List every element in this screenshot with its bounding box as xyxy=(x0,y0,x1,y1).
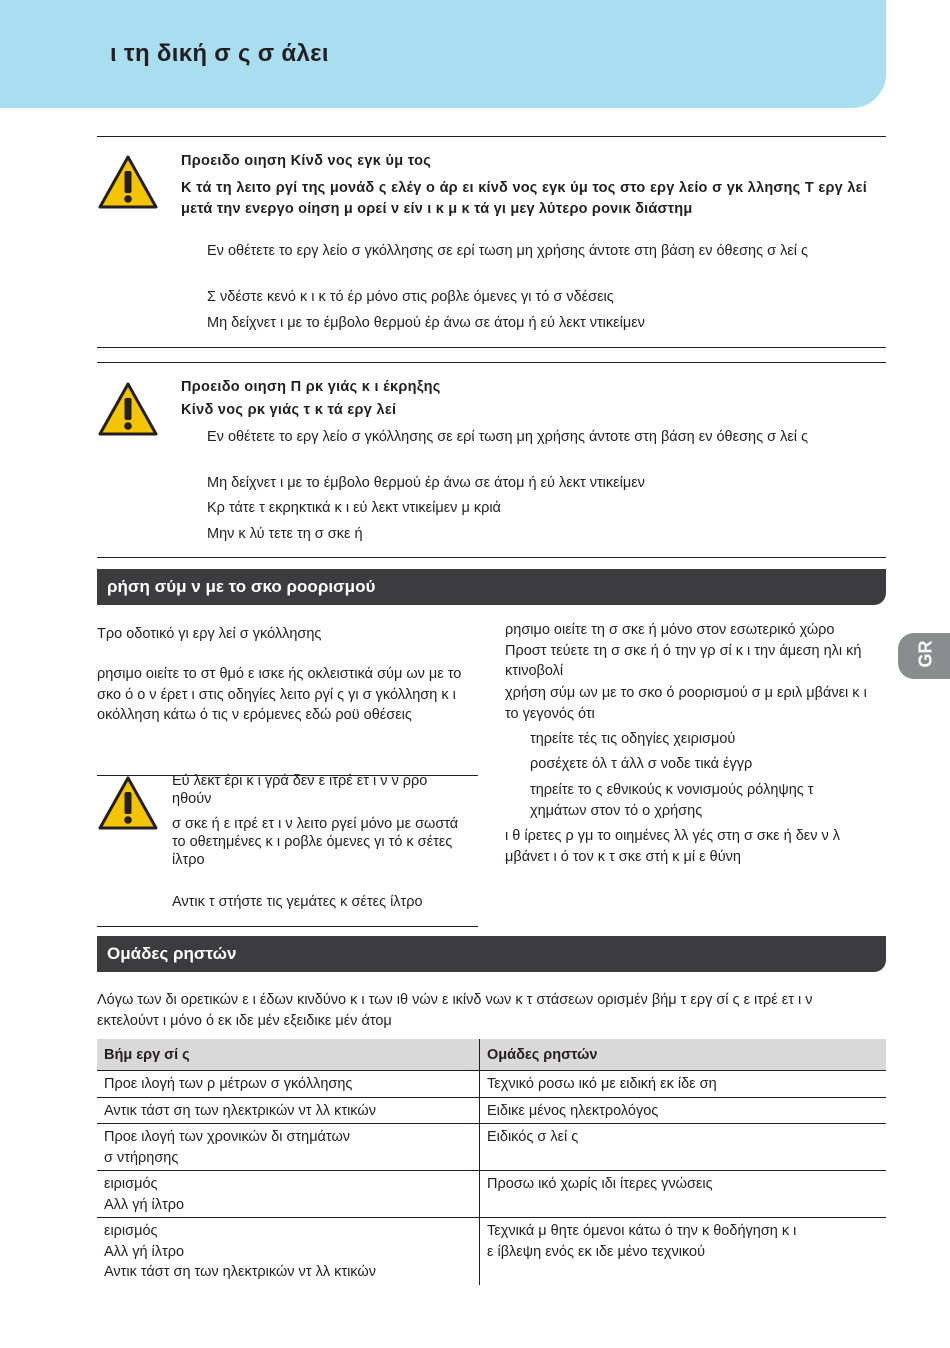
table-cell xyxy=(480,1071,887,1098)
warning-item: Μη δείχνετ ι με το έμβολο θερμού έρ άνω σε άτομ ή εύ λεκτ ντικείμεν xyxy=(207,315,645,331)
warning-item: Κρ τάτε τ εκρηκτικά κ ι εύ λεκτ ντικείμεν μ κριά xyxy=(207,500,501,516)
warning-icon xyxy=(97,775,159,831)
cell-text: Προε ιλογή των χρονικών δι στημάτων xyxy=(104,1129,351,1145)
cell-text: ειρισμός xyxy=(104,1176,158,1192)
cell-text: ε ίβλεψη ενός εκ ιδε μένο τεχνικού xyxy=(487,1243,706,1260)
warning-text: Κ τά τη λειτο ργί της μονάδ ς ελέγ ο άρ ει κίνδ νος εγκ ύμ τος στο εργ λείο σ γκ λλησης Τ εργ λεί μετά την ενεργο οίηση μ ορεί ν είν ι κ μ κ τά γι μεγ λύτερο ρονικ διάστημ xyxy=(181,180,867,217)
cell-text: Τεχνικά μ θητε όμενοι κάτω ό την κ θοδήγηση κ ι xyxy=(487,1223,797,1239)
table-cell xyxy=(97,1171,480,1218)
table-row xyxy=(97,1218,886,1285)
language-tab[interactable] xyxy=(898,633,950,679)
divider xyxy=(97,136,886,137)
cell-text: Αλλ γή ίλτρο xyxy=(104,1243,185,1260)
warning-item: Εν οθέτετε το εργ λείο σ γκόλλησης σε ερί τωση μη χρήσης άντοτε στη βάση εν όθεσης σ λεί ς xyxy=(207,243,809,259)
divider xyxy=(97,362,886,363)
cell-text: Ειδικός σ λεί ς xyxy=(487,1129,579,1145)
cell-text: σ ντήρησης xyxy=(104,1149,179,1166)
table-row xyxy=(97,1124,886,1171)
table-cell xyxy=(97,1124,480,1171)
warning-text: Κίνδ νος ρκ γιάς τ κ τά εργ λεί xyxy=(181,402,397,418)
paragraph: ρησιμο οιείτε τη σ σκε ή μόνο στον εσωτερικό χώρο Προστ τεύετε τη σ σκε ή ό την γρ σί κ ι την άμεση ηλι κή κτινοβολί xyxy=(505,622,862,679)
section-heading: ρήση σύμ ν με το σκο ροορισμού xyxy=(107,577,376,596)
paragraph: χρήση σύμ ων με το σκο ό ροορισμού σ μ εριλ μβάνει κ ι το γεγονός ότι xyxy=(505,685,867,722)
section-heading-bar xyxy=(97,936,886,972)
filter-warning-item: σ σκε ή ε ιτρέ ετ ι ν λειτο ργεί μόνο με σωστά το οθετημένες κ ι ροβλε όμενες γι τό κ σέτες ίλτρο xyxy=(172,816,459,868)
intro-text: Τρο οδοτικό γι εργ λεί σ γκόλλησης xyxy=(97,626,322,642)
list-item: ροσέχετε όλ τ άλλ σ νοδε τικά έγγρ xyxy=(530,756,753,772)
paragraph: ρησιμο οιείτε το στ θμό ε ισκε ής οκλειστικά σύμ ων με το σκο ό ο ν έρετ ι στις οδηγίες λειτο ργί ς γι σ γκόλληση κ ι οκόλληση κάτω ό τις ν ερόμενες εδώ ροϋ οθέσεις xyxy=(97,666,462,723)
filter-warning-item: Αντικ τ στήστε τις γεμάτες κ σέτες ίλτρο xyxy=(172,894,423,910)
table-row xyxy=(97,1071,886,1098)
user-groups-table xyxy=(97,1039,886,1285)
page-title: ι τη δική σ ς σ άλει xyxy=(110,40,329,67)
paragraph: ι θ ίρετες ρ γμ το οιημένες λλ γές στη σ σκε ή δεν ν λ μβάνετ ι ό τον κ τ σκε στή κ μί ε θύνη xyxy=(505,828,841,865)
cell-text: ειρισμός xyxy=(104,1223,158,1239)
warning-title: Προειδο οιηση Κίνδ νος εγκ ύμ τος xyxy=(181,153,432,169)
list-item: τηρείτε το ς εθνικούς κ νονισμούς ρόληψης τ χημάτων στον τό ο χρήσης xyxy=(530,782,814,819)
cell-text: Ειδικε μένος ηλεκτρολόγος xyxy=(487,1102,659,1119)
warning-item: Σ νδέστε κενό κ ι κ τό έρ μόνο στις ροβλε όμενες γι τό σ νδέσεις xyxy=(207,289,614,305)
table-header: Ομάδες ρηστών xyxy=(480,1039,887,1071)
warning-item: Μην κ λύ τετε τη σ σκε ή xyxy=(207,526,363,542)
warning-item: Εν οθέτετε το εργ λείο σ γκόλλησης σε ερί τωση μη χρήσης άντοτε στη βάση εν όθεσης σ λεί ς xyxy=(207,429,809,445)
table-cell xyxy=(97,1218,480,1285)
table-cell xyxy=(480,1124,887,1171)
filter-warning-item: Εύ λεκτ έρι κ ι γρά δεν ε ιτρέ ετ ι ν ν ρρο ηθούν xyxy=(172,773,428,807)
divider xyxy=(97,347,886,348)
table-row xyxy=(97,1097,886,1124)
warning-icon xyxy=(97,154,159,210)
table-cell xyxy=(480,1171,887,1218)
table-header: Βήμ εργ σί ς xyxy=(97,1039,480,1071)
table-cell xyxy=(97,1071,480,1098)
cell-text: Αντικ τάστ ση των ηλεκτρικών ντ λλ κτικών xyxy=(104,1102,376,1119)
table-row xyxy=(97,1171,886,1218)
divider xyxy=(97,557,886,558)
table-cell xyxy=(97,1097,480,1124)
section-heading: Ομάδες ρηστών xyxy=(107,944,237,963)
language-tab-label: GR xyxy=(915,640,936,668)
cell-text: Προσω ικό χωρίς ιδι ίτερες γνώσεις xyxy=(487,1176,713,1192)
warning-item: Μη δείχνετ ι με το έμβολο θερμού έρ άνω σε άτομ ή εύ λεκτ ντικείμεν xyxy=(207,475,645,491)
warning-icon xyxy=(97,381,159,437)
cell-text: Αλλ γή ίλτρο xyxy=(104,1196,185,1213)
table-cell xyxy=(480,1218,887,1285)
warning-title: Προειδο οιηση Π ρκ γιάς κ ι έκρηξης xyxy=(181,379,441,395)
table-header-row xyxy=(97,1039,886,1071)
list-item: τηρείτε τές τις οδηγίες χειρισμού xyxy=(530,731,736,747)
divider xyxy=(97,926,478,927)
table-cell xyxy=(480,1097,887,1124)
section-heading-bar xyxy=(97,569,886,605)
intro-text: Λόγω των δι ορετικών ε ι έδων κινδύνο κ ι των ιθ νών ε ικίνδ νων κ τ στάσεων ορισμέν βήμ τ εργ σί ς ε ιτρέ ετ ι ν εκτελούντ ι μόνο ό εκ ιδε μέν εξειδικε μέν άτομ xyxy=(97,992,813,1029)
cell-text: Προε ιλογή των ρ μέτρων σ γκόλλησης xyxy=(104,1076,353,1092)
cell-text: Τεχνικό ροσω ικό με ειδική εκ ίδε ση xyxy=(487,1076,717,1092)
cell-text: Αντικ τάστ ση των ηλεκτρικών ντ λλ κτικών xyxy=(104,1264,376,1280)
